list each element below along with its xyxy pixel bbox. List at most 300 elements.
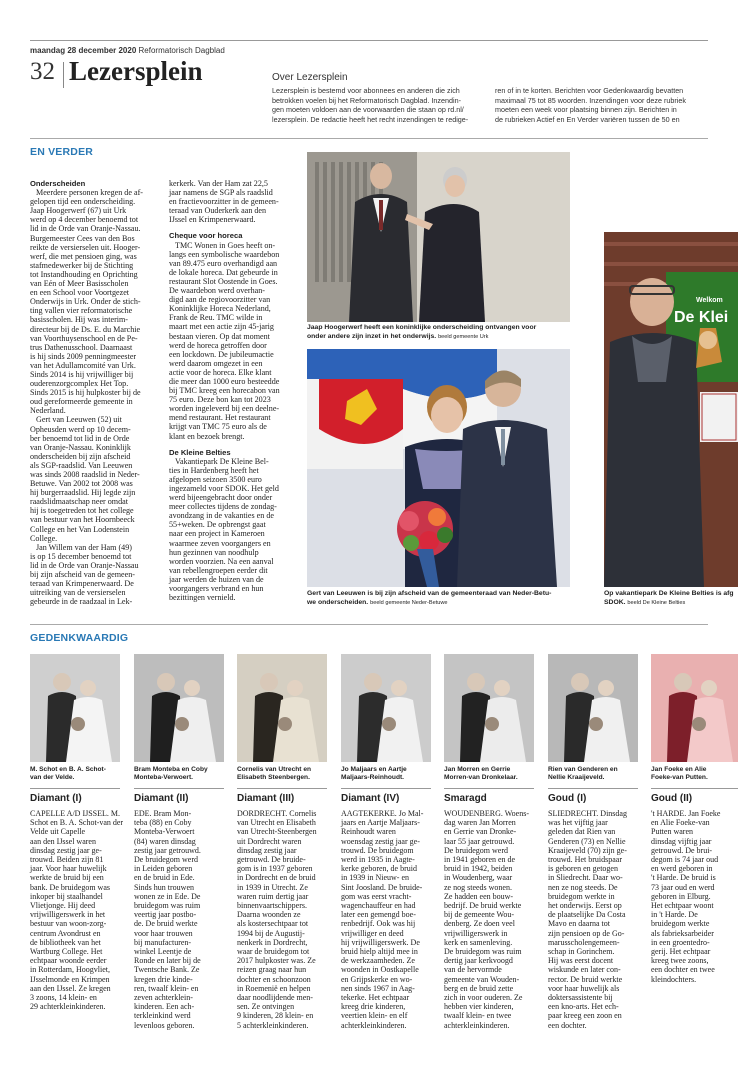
couple-text-line: achterkleinkinderen. [444, 1020, 510, 1030]
paper-name: Reformatorisch Dagblad [138, 46, 225, 55]
body-line: digd aan de regiovoorzitter van [169, 295, 271, 305]
couple-caption-line: Monteba-Verwoert. [134, 774, 193, 782]
body-line: jaar namens de SGP als raadslid [169, 188, 273, 198]
couple-text-line: 1994 bij de Augustij- [237, 928, 305, 938]
couple-text-line: 3 zoons, 14 klein- en [30, 993, 97, 1003]
caption-line: Gert van Leeuwen is bij zijn afscheid van de gemeenteraad van Neder-Betu- [307, 590, 552, 597]
body-line: Betuwe. Van 2002 tot 2008 was [30, 479, 133, 489]
body-line: de lokale horeca. Dat gebeurde in [169, 267, 278, 277]
couple-title: Goud (II) [651, 793, 693, 804]
body-line: van Oranje-Nassau. Koninklijk [30, 442, 131, 452]
couple-text-line: teba (88) en Coby [134, 818, 192, 828]
body-line: Jan Willem van der Ham (49) [36, 542, 132, 552]
couple-text-line: IJsselmonde en Krimpen [30, 974, 110, 984]
couple-text-line: degom is 74 jaar oud [651, 855, 719, 865]
couple-text [548, 809, 644, 1030]
issue-date: maandag 28 december 2020 [30, 46, 137, 55]
section-rule [30, 624, 708, 625]
caption-line: onder andere zijn inzet in het onderwijs. [307, 332, 437, 340]
body-line: avondzang in de vakanties en de [169, 511, 274, 521]
body-line: trus Dathenusschool. Daarnaast [30, 342, 133, 352]
body-line: Sinds 2015 is hij hulpkoster bij de [30, 388, 141, 398]
body-line: Gert van Leeuwen (52) uit [36, 415, 122, 425]
couple-photo [134, 654, 224, 762]
body-line: Frank de Reu. TMC wilde in [169, 313, 263, 323]
couple-text-line: vrijwilliger en deed [341, 928, 404, 938]
couple-text-line: gerij. Het echtpaar [651, 947, 711, 957]
intro-title: Over Lezersplein [272, 72, 348, 83]
couple-text-line: DORDRECHT. Cornelis [237, 809, 317, 818]
couple-text-line: WOUDENBERG. Woens- [444, 809, 529, 818]
couple-text-line: 29 achterkleinkinderen. [30, 1002, 106, 1012]
body-line: Nederland. [30, 406, 66, 416]
couple-text-line: kerk en samenleving. [444, 937, 513, 947]
couple-text-line: jaars en Aartje Maljaars- [341, 818, 420, 828]
couple-text-line: als kostersechtpaar tot [237, 919, 309, 929]
couple-text-line: Twentsche Bank. Ze [134, 965, 200, 975]
body-line: College en het Van Lodenstein [30, 524, 130, 534]
couple-text-line: het onderwijs. Eerst op [548, 901, 622, 911]
couple-text-line: Kraaijeveld (70) zijn ge- [548, 845, 627, 855]
couple-text-line: wiskunde en later con- [548, 965, 621, 975]
body-line: ingezameld voor SDOK. Het geld [169, 484, 279, 493]
body-line: gebeurde in de raadzaal in Lek- [30, 597, 133, 607]
couple-text-line: in Roemenië en helpen [237, 983, 311, 993]
couple-caption-line: Bram Monteba en Coby [134, 766, 208, 773]
intro-line: gen moeten voldoen aan de voorwaarden die staan op rd.nl/ [272, 105, 464, 115]
couple-text-line: een dochter. [548, 1020, 587, 1030]
couple-text-line: dinsdag zestig jaar [237, 845, 297, 855]
couple-text-line: Hij was eerst docent [548, 956, 614, 966]
body-line: krijgt van TMC 75 euro als de [169, 422, 267, 432]
couple-text-line: kregen drie kinde- [134, 974, 193, 984]
caption-van-leeuwen [307, 590, 575, 607]
couple-text-line: binnenvaartschippers. [237, 901, 307, 911]
body-line: werd op 4 december benoemd tot [30, 215, 139, 225]
body-line: ber benoemd tot lid in de Orde [30, 433, 130, 443]
couple-text-line: Wartburg College. Het [30, 947, 103, 957]
couple-caption-line: Foeke-van Putten. [651, 774, 708, 782]
body-line: van Eén of Meer Basisscholen [30, 279, 129, 289]
couple-caption [237, 766, 333, 785]
couple-text-line: waar de bruidegom tot [237, 947, 310, 957]
page-number: 32 [30, 58, 55, 85]
page-number-divider [63, 62, 64, 88]
body-line: bij zijn afscheid van de gemeen- [30, 570, 135, 580]
couple-text-line: centrum Avondrust en [30, 928, 101, 938]
body-line: Vakantiepark De Kleine Bel- [175, 456, 269, 466]
couple-text-line: voor haar trouwen [134, 928, 193, 938]
body-line: worden ingeleverd bij een deelne- [169, 404, 280, 414]
couple-text-line: reizen graag naar hun [237, 965, 307, 975]
body-line: teraad van Krimpenerwaard. De [30, 579, 134, 589]
couple-text-line: getrouwd. De brui- [651, 845, 713, 855]
intro-column-2 [495, 86, 710, 124]
body-line: een lockdown. De jubileumactie [169, 349, 274, 359]
body-line: is op 15 december benoemd tot [30, 551, 132, 561]
couple-text-line: later een gemengd boe- [341, 910, 416, 920]
couple-divider [30, 788, 120, 789]
couple-text-line: trouwd. Beiden zijn 81 [30, 855, 104, 865]
body-line: stafmedewerker bij de Stichting [30, 260, 134, 270]
couple-text-line: bruidegom werkte in [548, 891, 615, 901]
photo-credit: beeld gemeente Neder-Betuwe [370, 599, 448, 606]
couple-text-line: werkte de bruid bij een [30, 873, 104, 883]
couple-column [548, 654, 644, 1030]
couple-caption [444, 766, 540, 785]
couple-text-line: De bruidegom werd [134, 855, 198, 865]
body-line: reikte de versierselen uit. Hooger- [30, 242, 141, 252]
body-line: 55+weken. De opbrengst gaat [169, 520, 266, 530]
couple-text-line: dinsdag zestig jaar ge- [30, 845, 102, 855]
photo-credit: beeld gemeente Urk [438, 333, 489, 340]
couple-text-line: ze nog steeds wonen. [444, 882, 512, 892]
couple-text-line: en Gerrie van Dronke- [444, 827, 517, 837]
couple-text-line: nen ze nog steeds. De [548, 882, 618, 892]
body-line: bij TMC kreeg een horecabon van [169, 386, 280, 396]
dateline [30, 46, 225, 55]
body-line: als SGP-raadslid. Van Leeuwen [30, 460, 133, 470]
body-line: werd daarom omgezet in een [169, 358, 263, 368]
couple-text-line: denberg. Ze doen veel [444, 919, 515, 929]
body-line: van Voorthuysenschool en de Pe- [30, 333, 138, 343]
couple-caption-line: M. Schot en B. A. Schot- [30, 766, 106, 773]
couple-caption-line: Jan Morren en Gerrie [444, 766, 511, 773]
body-line: raadslidmaatschap neer omdat [30, 497, 128, 507]
body-line: Opheusden werd op 10 decem- [30, 424, 131, 434]
couple-text-line: bij de gemeente Wou- [444, 910, 515, 920]
couple-text-line: waren ruim dertig jaar [237, 891, 309, 901]
couple-text [444, 809, 540, 1030]
couple-title: Smaragd [444, 793, 487, 804]
couple-caption [341, 766, 437, 785]
body-line: basisscholen. Hij was interim- [30, 315, 129, 325]
body-line: Sinds 2014 is hij vrijwilliger bij [30, 369, 134, 379]
couple-text-line: uit Dordrecht waren [237, 836, 302, 846]
couple-caption [651, 766, 738, 785]
couple-text-line: gom is in 1937 geboren [237, 864, 313, 874]
couple-text-line: bruid hielp altijd mee in [341, 947, 418, 957]
couple-text-line: trouwd. De bruidegom [341, 845, 414, 855]
body-line: langs een symbolische waardebon [169, 249, 280, 259]
couple-text-line: De bruidegom werd [444, 845, 508, 855]
couple-text-line: Putten waren [651, 827, 693, 837]
body-line: lid in de Orde van Oranje-Nassau. [30, 224, 141, 234]
couple-text-line: tekerke. Het echtpaar [341, 993, 410, 1003]
couple-text-line: dertig jaar kerkvoogd [444, 956, 513, 966]
intro-line: de rubrieken Actief en En Verder variëren tussen de 50 en [495, 114, 680, 124]
intro-line: lezersplein. De redactie heeft het recht inzendingen te redige- [272, 114, 469, 124]
caption-line: we onderscheiden. [307, 598, 369, 606]
caption-hoogerwerf [307, 324, 575, 341]
body-line: lid in de Orde van Oranje-Nassau [30, 560, 139, 570]
couple-text-line: (84) waren dinsdag [134, 836, 196, 846]
body-line: College. [30, 533, 58, 543]
body-line: van rebellengroepen eerder dit [169, 565, 268, 575]
photo-kleine-belties [604, 232, 738, 587]
couple-text-line: achterkleinkinderen. [341, 1020, 407, 1030]
couple-text-line: Mavo en daarna tot [548, 919, 610, 929]
couple-text-line: AAGTEKERKE. Jo Mal- [341, 809, 424, 818]
body-line: van bestuur van het Hoornbeeck [30, 515, 135, 525]
couple-text-line: gom was eerst vracht- [341, 891, 412, 901]
body-line: is hij sinds 2009 penningmeester [30, 351, 137, 361]
couple-text-line: en de bruid in Ede. [134, 873, 195, 883]
couple-text-line: de plaatselijke Da Costa [548, 910, 626, 920]
couple-text-line: bank. De bruidegom was [30, 882, 110, 892]
couple-text-line: bij manufacturen- [134, 937, 192, 947]
couple-text-line: zich in voor ouderen. Ze [444, 993, 523, 1003]
couple-text [134, 809, 230, 1030]
caption-line: SDOK. [604, 598, 626, 606]
couple-text-line: gemeente van Wouden- [444, 974, 520, 984]
couple-text-line: Vlietjonge. Hij deed [30, 901, 96, 911]
body-line: directeur bij de Ds. E. du Marchie [30, 324, 141, 334]
couple-text-line: Monteba-Verwoert [134, 827, 195, 837]
couple-text-line: Schot en B. A. Schot-van der [30, 818, 124, 828]
body-line: jaar werden de huizen van de [169, 574, 264, 584]
couple-text-line: kreeg twee zoons, [651, 956, 709, 966]
sign-de-klei: De Klei [674, 309, 729, 326]
couple-text-line: Daarna woonden ze [237, 910, 301, 920]
sign-welkom: Welkom [696, 297, 723, 304]
couple-photo [30, 654, 120, 762]
couple-text-line: een kno-arts. Het ech- [548, 1002, 619, 1012]
body-line: ouderenzorgcomplex Het Top. [30, 379, 129, 389]
couple-text-line: renbedrijf. Ook was hij [341, 919, 416, 929]
couple-text-line: van Utrecht en Elisabeth [237, 818, 316, 828]
couple-text-line: Velde uit Capelle [30, 827, 86, 837]
couple-text [30, 809, 126, 1011]
section-gedenkwaardig: GEDENKWAARDIG [30, 632, 129, 644]
body-line: van 89.475 euro overhandigd aan [169, 258, 278, 268]
couple-text-line: dochter en schoonzoon [237, 974, 311, 984]
couple-text-line: bedrijf. De bruid werkte [444, 901, 522, 911]
couple-caption [134, 766, 230, 785]
couple-text-line: schap in Gorinchem. [548, 947, 615, 957]
body-line: en fractievoorzitter in de gemeen- [169, 197, 279, 207]
body-line: werd bijeengebracht door onder [169, 493, 273, 503]
body-line: teraad van Ouderkerk aan den [169, 206, 267, 216]
couple-caption-line: van der Velde. [30, 774, 75, 782]
body-line: bezittingen vernield. [169, 593, 236, 603]
couple-text-line: dag waren Jan Morren [444, 818, 516, 828]
couple-text [651, 809, 738, 984]
couple-divider [134, 788, 224, 789]
couple-text-line: terkleinkind werd [134, 1011, 191, 1021]
couple-text-line: De bruidegom was ruim [444, 947, 522, 957]
body-line: Meerdere personen kregen de af- [36, 188, 143, 198]
couple-divider [341, 788, 431, 789]
couple-text-line: bruidegom werkte [651, 919, 710, 929]
couple-text-line: aan den IJssel. Ze kregen [30, 983, 111, 993]
caption-kleine-belties [604, 590, 738, 607]
couple-text-line: zeven achterklein- [134, 993, 193, 1003]
section-rule [30, 138, 708, 139]
couple-text-line: paar kreeg een zoon en [548, 1011, 622, 1021]
couple-text-line: in een groentedro- [651, 937, 710, 947]
couple-text-line: inkoper bij staalhandel [30, 891, 103, 901]
body-line: bestaan vieren. Op dat moment [169, 331, 270, 341]
couple-photo [444, 654, 534, 762]
couple-text-line: Sint Joosland. De bruide- [341, 882, 423, 892]
body-line: hij is toegetreden tot het college [30, 506, 134, 516]
couple-divider [444, 788, 534, 789]
body-line: onderscheiden bij zijn afscheid [30, 451, 131, 461]
couple-text-line: aan den IJssel waren [30, 836, 96, 846]
couple-caption-line: Morren-van Dronkelaar. [444, 774, 518, 782]
couple-text-line: berg en de bruid zette [444, 983, 514, 993]
couple-text-line: SLIEDRECHT. Dinsdag [548, 809, 627, 818]
body-line: Onderwijs in Urk. Onder de stich- [30, 297, 141, 307]
couple-text-line: in 1939 in Nieuw- en [341, 873, 409, 883]
body-line: kerkerk. Van der Ham zat 22,5 [169, 179, 268, 188]
couple-column [444, 654, 540, 1030]
couple-text-line: marusscholengemeen- [548, 937, 620, 947]
page-title: Lezersplein [69, 56, 203, 86]
intro-line: maximaal 75 tot 85 woorden. Inzendingen voor deze rubriek [495, 95, 686, 105]
couple-text-line: kinderen. Een ach- [134, 1002, 195, 1012]
couple-text-line: kleindochters. [651, 974, 697, 984]
couple-text-line: doktersassistente bij [548, 993, 613, 1003]
intro-line: moeten een week voor plaatsing binnen zijn. Berichten in [495, 105, 677, 115]
couple-text-line: dinsdag vijftig jaar [651, 836, 712, 846]
couple-text-line: zijn pensioen op de Go- [548, 928, 625, 938]
photo-hoogerwerf [307, 152, 570, 322]
couple-photo [237, 654, 327, 762]
couple-text-line: levenloos geboren. [134, 1020, 195, 1030]
couple-text-line: Het echtpaar woont [651, 901, 714, 911]
couple-text-line: in Sliedrecht. Daar wo- [548, 873, 623, 883]
couple-text-line: van de hervormde [444, 965, 502, 975]
body-line: van het Adullamcomité van Urk. [30, 360, 136, 370]
couple-text-line: echtpaar woonde eerder [30, 956, 107, 966]
couple-text-line: een dochter en twee [651, 965, 715, 975]
body-line: uitreiking van de versierselen [30, 588, 126, 598]
section-en-verder: EN VERDER [30, 146, 94, 158]
couple-text-line: kreeg drie kinderen, [341, 1002, 406, 1012]
couple-text-line: Ze hadden een bouw- [444, 891, 514, 901]
couple-text-line: de. De bruid werkte [134, 919, 198, 929]
couple-text-line: trouwd. Het bruidspaar [548, 855, 622, 865]
body-line: ties in Hardenberg heeft het [169, 465, 259, 475]
couple-text [341, 809, 437, 1030]
couple-text-line: en Alie Foeke-van [651, 818, 710, 828]
couple-text-line: CAPELLE A/D IJSSEL. M. [30, 809, 121, 818]
body-line: Jaap Hoogerwerf (67) uit Urk [30, 206, 127, 216]
couple-text-line: woonden in Oostkapelle [341, 965, 419, 975]
body-line: tot Instandhouding en Oprichting [30, 269, 138, 279]
body-line: afgelopen seizoen 3500 euro [169, 474, 262, 484]
subheading: Cheque voor horeca [169, 231, 243, 241]
photo-hoogerwerf-image [307, 152, 570, 322]
couple-text-line: in 't Harde. De [651, 910, 698, 920]
couple-text-line: en werd geboren in [651, 864, 713, 874]
couple-text-line: kerke geboren, de bruid [341, 864, 417, 874]
couple-caption [30, 766, 126, 785]
couple-text-line: ren, twaalf klein- en [134, 983, 199, 993]
couple-text-line: in Dordrecht en de bruid [237, 873, 316, 883]
couple-text-line: wagenchauffeur en had [341, 901, 416, 911]
couple-text-line: woensdag zestig jaar ge- [341, 836, 420, 846]
couple-text-line: veertig jaar postbo- [134, 910, 197, 920]
body-line: gelopen tijd een onderscheiding. [30, 197, 136, 207]
couple-title: Goud (I) [548, 793, 587, 804]
body-line: die meer dan 1000 euro besteedde [169, 376, 280, 386]
body-line: waarmee zeven voorgangers en [169, 538, 271, 548]
body-line: Koninklijke Horeca Nederland, [169, 304, 271, 314]
photo-van-leeuwen [307, 349, 570, 587]
couple-text-line: veertien klein- en elf [341, 1011, 408, 1021]
subheading: Onderscheiden [30, 179, 86, 188]
body-line: restaurant Slot Oostende in Goes. [169, 276, 278, 286]
caption-line: Jaap Hoogerwerf heeft een koninklijke onderscheiding ontvangen voor [307, 324, 537, 331]
couple-divider [548, 788, 638, 789]
couple-caption-line: Nellie Kraaijeveld. [548, 774, 605, 782]
couple-text-line: laar 55 jaar getrouwd. [444, 836, 515, 846]
body-line: hun gezinnen van noodhulp [169, 547, 259, 557]
couple-text-line: 73 jaar oud en werd [651, 882, 715, 892]
couple-text-line: hebben vier kinderen, [444, 1002, 514, 1012]
body-line: ting vallen vier reformatorische [30, 306, 133, 316]
couple-text-line: twaalf klein- en twee [444, 1011, 512, 1021]
couple-divider [237, 788, 327, 789]
photo-credit: beeld De Kleine Belties [627, 599, 686, 606]
couple-text-line: was het vijftig jaar [548, 818, 608, 828]
intro-line: ren of in te korten. Berichten voor Gedenkwaardig bevatten [495, 86, 684, 95]
body-line: voorgangers verbrand en hun [169, 584, 264, 594]
caption-line: Op vakantiepark De Kleine Belties is afg [604, 590, 734, 597]
couple-text-line: van Utrecht-Steenbergen [237, 827, 317, 837]
couple-text-line: Reinhoudt waren [341, 827, 396, 837]
couple-text-line: 't HARDE. Jan Foeke [651, 809, 721, 818]
couple-text-line: Sinds hun trouwen [134, 882, 194, 892]
couple-text-line: wonen ze in Ede. De [134, 891, 201, 901]
couple-text-line: in Rotterdam, Hoogvliet, [30, 965, 110, 975]
subheading: De Kleine Belties [169, 447, 231, 457]
body-line: werd de horeca getroffen door [169, 340, 267, 350]
couple-column [30, 654, 126, 1011]
couple-text [237, 809, 333, 1030]
couple-caption-line: Jan Foeke en Alie [651, 766, 707, 773]
couple-text-line: getrouwd. De bruide- [237, 855, 306, 865]
couple-text-line: als fabrieksarbeider [651, 928, 714, 938]
couple-text-line: en Grijpskerke en wo- [341, 974, 413, 984]
body-line: en een School voor Voortgezet [30, 288, 130, 298]
body-line: meer collectes tijdens de zondag- [169, 502, 277, 512]
intro-line: betrokken voelen bij het Reformatorisch Dagblad. Inzendin- [272, 95, 461, 105]
couple-column [237, 654, 333, 1030]
couple-title: Diamant (II) [134, 793, 189, 804]
couple-text-line: bestuur van woon-zorg- [30, 919, 107, 929]
couple-text-line: 9 kinderen, 28 klein- en [237, 1011, 314, 1021]
couple-text-line: geleden dat Rien van [548, 827, 616, 837]
couple-column [134, 654, 230, 1030]
photo-van-leeuwen-image [307, 349, 570, 587]
couple-text-line: nenkerk in Dordrecht, [237, 937, 308, 947]
couple-text-line: sen. Ze ontvingen [237, 1002, 295, 1012]
body-line: mend restaurant. Het restaurant [169, 413, 271, 423]
body-line: IJssel en Krimpenerwaard. [169, 215, 256, 225]
top-rule [30, 40, 708, 41]
couple-text-line: 5 achterkleinkinderen. [237, 1020, 309, 1030]
couple-caption [548, 766, 644, 785]
body-line: oud gereformeerde gemeente in [30, 397, 133, 407]
couple-divider [651, 788, 738, 789]
body-line: De waardebon werd overhan- [169, 286, 265, 296]
couple-caption-line: Rien van Genderen en [548, 766, 618, 773]
intro-line: Lezersplein is bestemd voor abonnees en anderen die zich [272, 86, 460, 95]
